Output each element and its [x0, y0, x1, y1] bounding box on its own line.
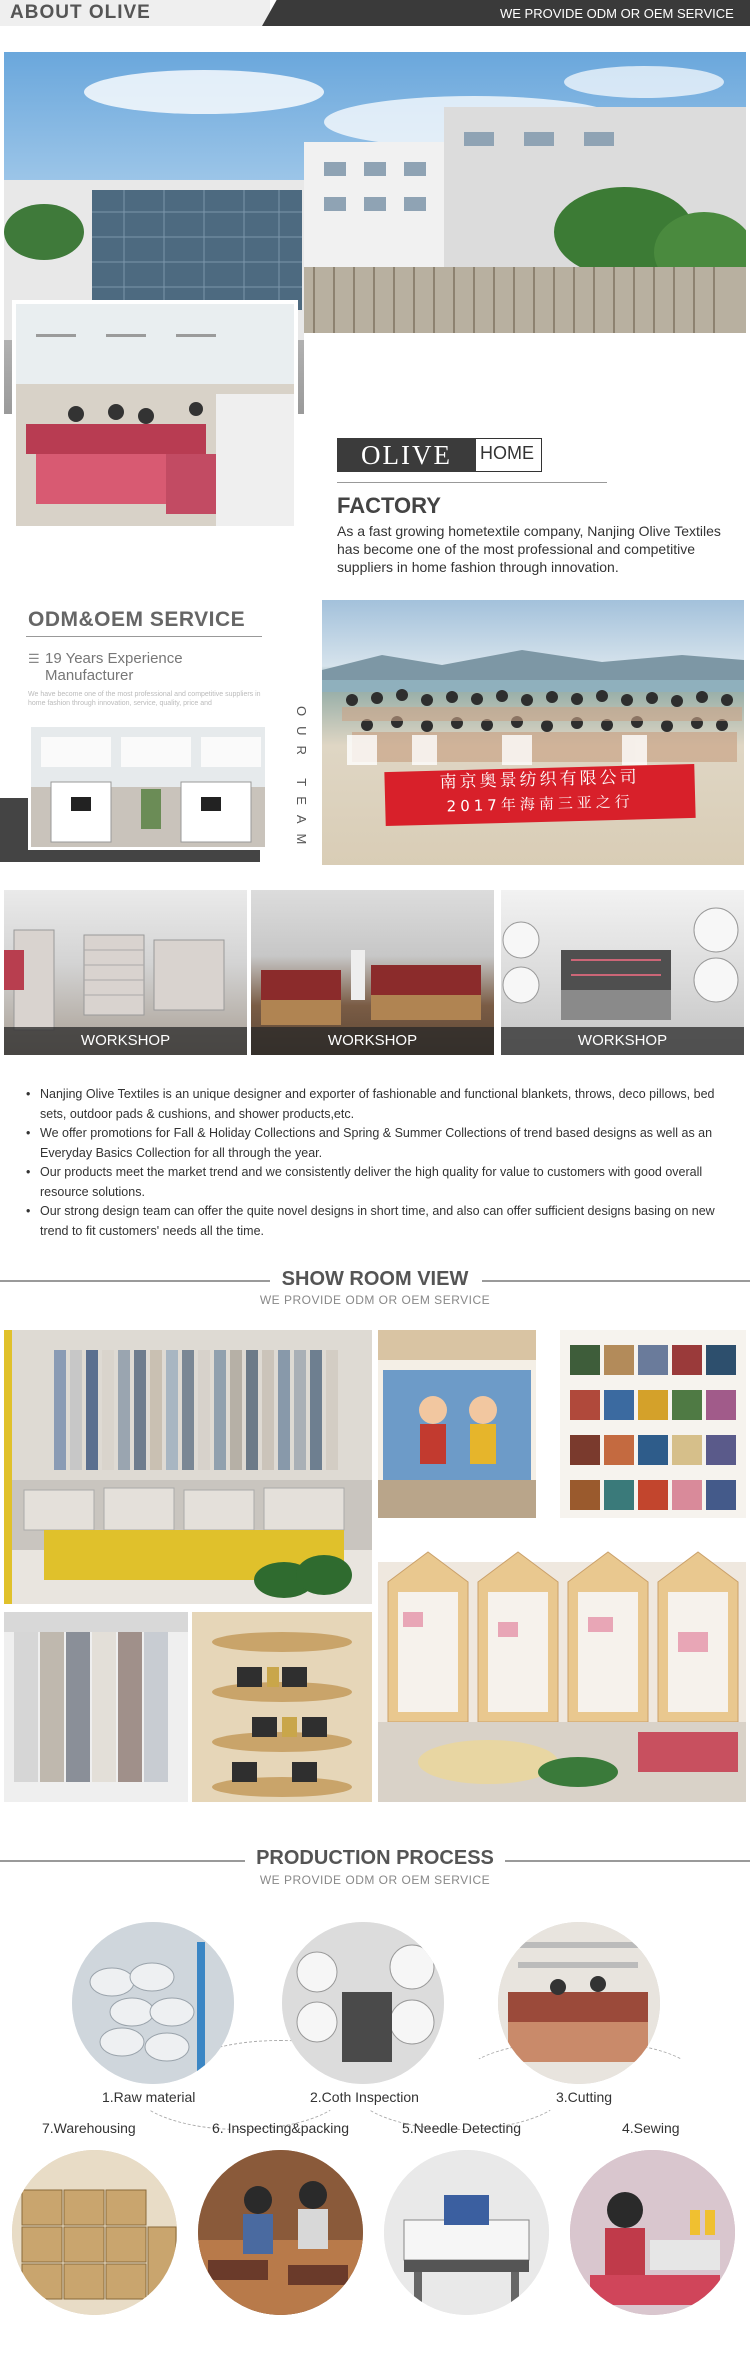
showroom-subtitle: WE PROVIDE ODM OR OEM SERVICE [259, 1293, 491, 1307]
sewing-workshop-photo [12, 300, 298, 530]
description-item: • We offer promotions for Fall & Holiday Collections and Spring & Summer Collections of trend based designs as well as an Everyday Basics Collection for all through the year. [26, 1124, 726, 1163]
odm-oem-heading: ODM&OEM SERVICE [28, 608, 246, 631]
process-step-4: 4.Sewing [622, 2120, 680, 2136]
process-inspecting-packing-photo [198, 2150, 363, 2315]
workshop-label-1: WORKSHOP [4, 1027, 247, 1055]
odm-divider [26, 636, 262, 637]
process-step-5: 5.Needle Detecting [402, 2120, 522, 2136]
team-banner-line1: 南京奥景纺织有限公司 [439, 767, 640, 793]
header-subtitle: WE PROVIDE ODM OR OEM SERVICE [500, 6, 734, 21]
production-heading: PRODUCTION PROCESS [256, 1847, 494, 1869]
showroom-photo-pillows [540, 1330, 746, 1518]
process-cloth-inspection-photo [282, 1922, 444, 2084]
list-icon: ☰ [28, 651, 40, 666]
process-step-2: 2.Coth Inspection [310, 2089, 419, 2105]
process-step-6: 6. Inspecting&packing [212, 2120, 349, 2136]
brand-logo-home: HOME [480, 443, 534, 463]
process-step-3: 3.Cutting [556, 2089, 613, 2105]
factory-heading: FACTORY [337, 493, 441, 518]
process-sewing-photo [570, 2150, 735, 2315]
process-step-7: 7.Warehousing [42, 2120, 136, 2136]
office-photo [28, 724, 268, 850]
company-description-list [26, 1085, 726, 1241]
process-step-1: 1.Raw material [102, 2089, 196, 2105]
team-banner-line2: 2017年海南三亚之行 [446, 792, 635, 816]
description-item: • Our strong design team can offer the quite novel designs in short time, and also can offer sufficient designs basing on new trend to fit customers' needs all the time. [26, 1202, 726, 1241]
factory-divider [337, 482, 607, 483]
odm-fine-print: We have become one of the most professional and competitive suppliers in home fashion through innovation, service, quality, price and [28, 691, 261, 707]
showroom-photo-blankets [4, 1330, 372, 1604]
showroom-heading: SHOW ROOM VIEW [281, 1268, 469, 1290]
odm-experience: 19 Years Experience Manufacturer [45, 650, 183, 684]
showroom-photo-kids [378, 1330, 536, 1518]
team-banner [384, 764, 695, 826]
process-warehousing-photo [12, 2150, 177, 2315]
our-team-vertical-label: OUR TEAM [294, 705, 309, 855]
process-raw-material-photo [72, 1922, 234, 2084]
factory-description: As a fast growing hometextile company, Nanjing Olive Textiles has become one of the most professional and competitive suppliers in home fashion through innovation. [337, 523, 721, 575]
brand-logo: OLIVE [337, 438, 476, 472]
process-needle-detecting-photo [384, 2150, 549, 2315]
showroom-photo-shelves [192, 1612, 372, 1802]
workshop-label-2: WORKSHOP [251, 1027, 494, 1055]
workshop-label-3: WORKSHOP [501, 1027, 744, 1055]
showroom-photo-nursery [378, 1522, 746, 1802]
page-title: ABOUT OLIVE [10, 2, 151, 23]
description-item: • Our products meet the market trend and we consistently deliver the high quality for value to customers with good overall resource solutions. [26, 1163, 726, 1202]
process-cutting-photo [498, 1922, 660, 2084]
showroom-photo-clothing [4, 1612, 188, 1802]
description-item: • Nanjing Olive Textiles is an unique designer and exporter of fashionable and functional blankets, throws, deco pillows, bed sets, outdoor pads & cushions, and shower products,etc. [26, 1085, 726, 1124]
production-subtitle: WE PROVIDE ODM OR OEM SERVICE [259, 1873, 491, 1887]
